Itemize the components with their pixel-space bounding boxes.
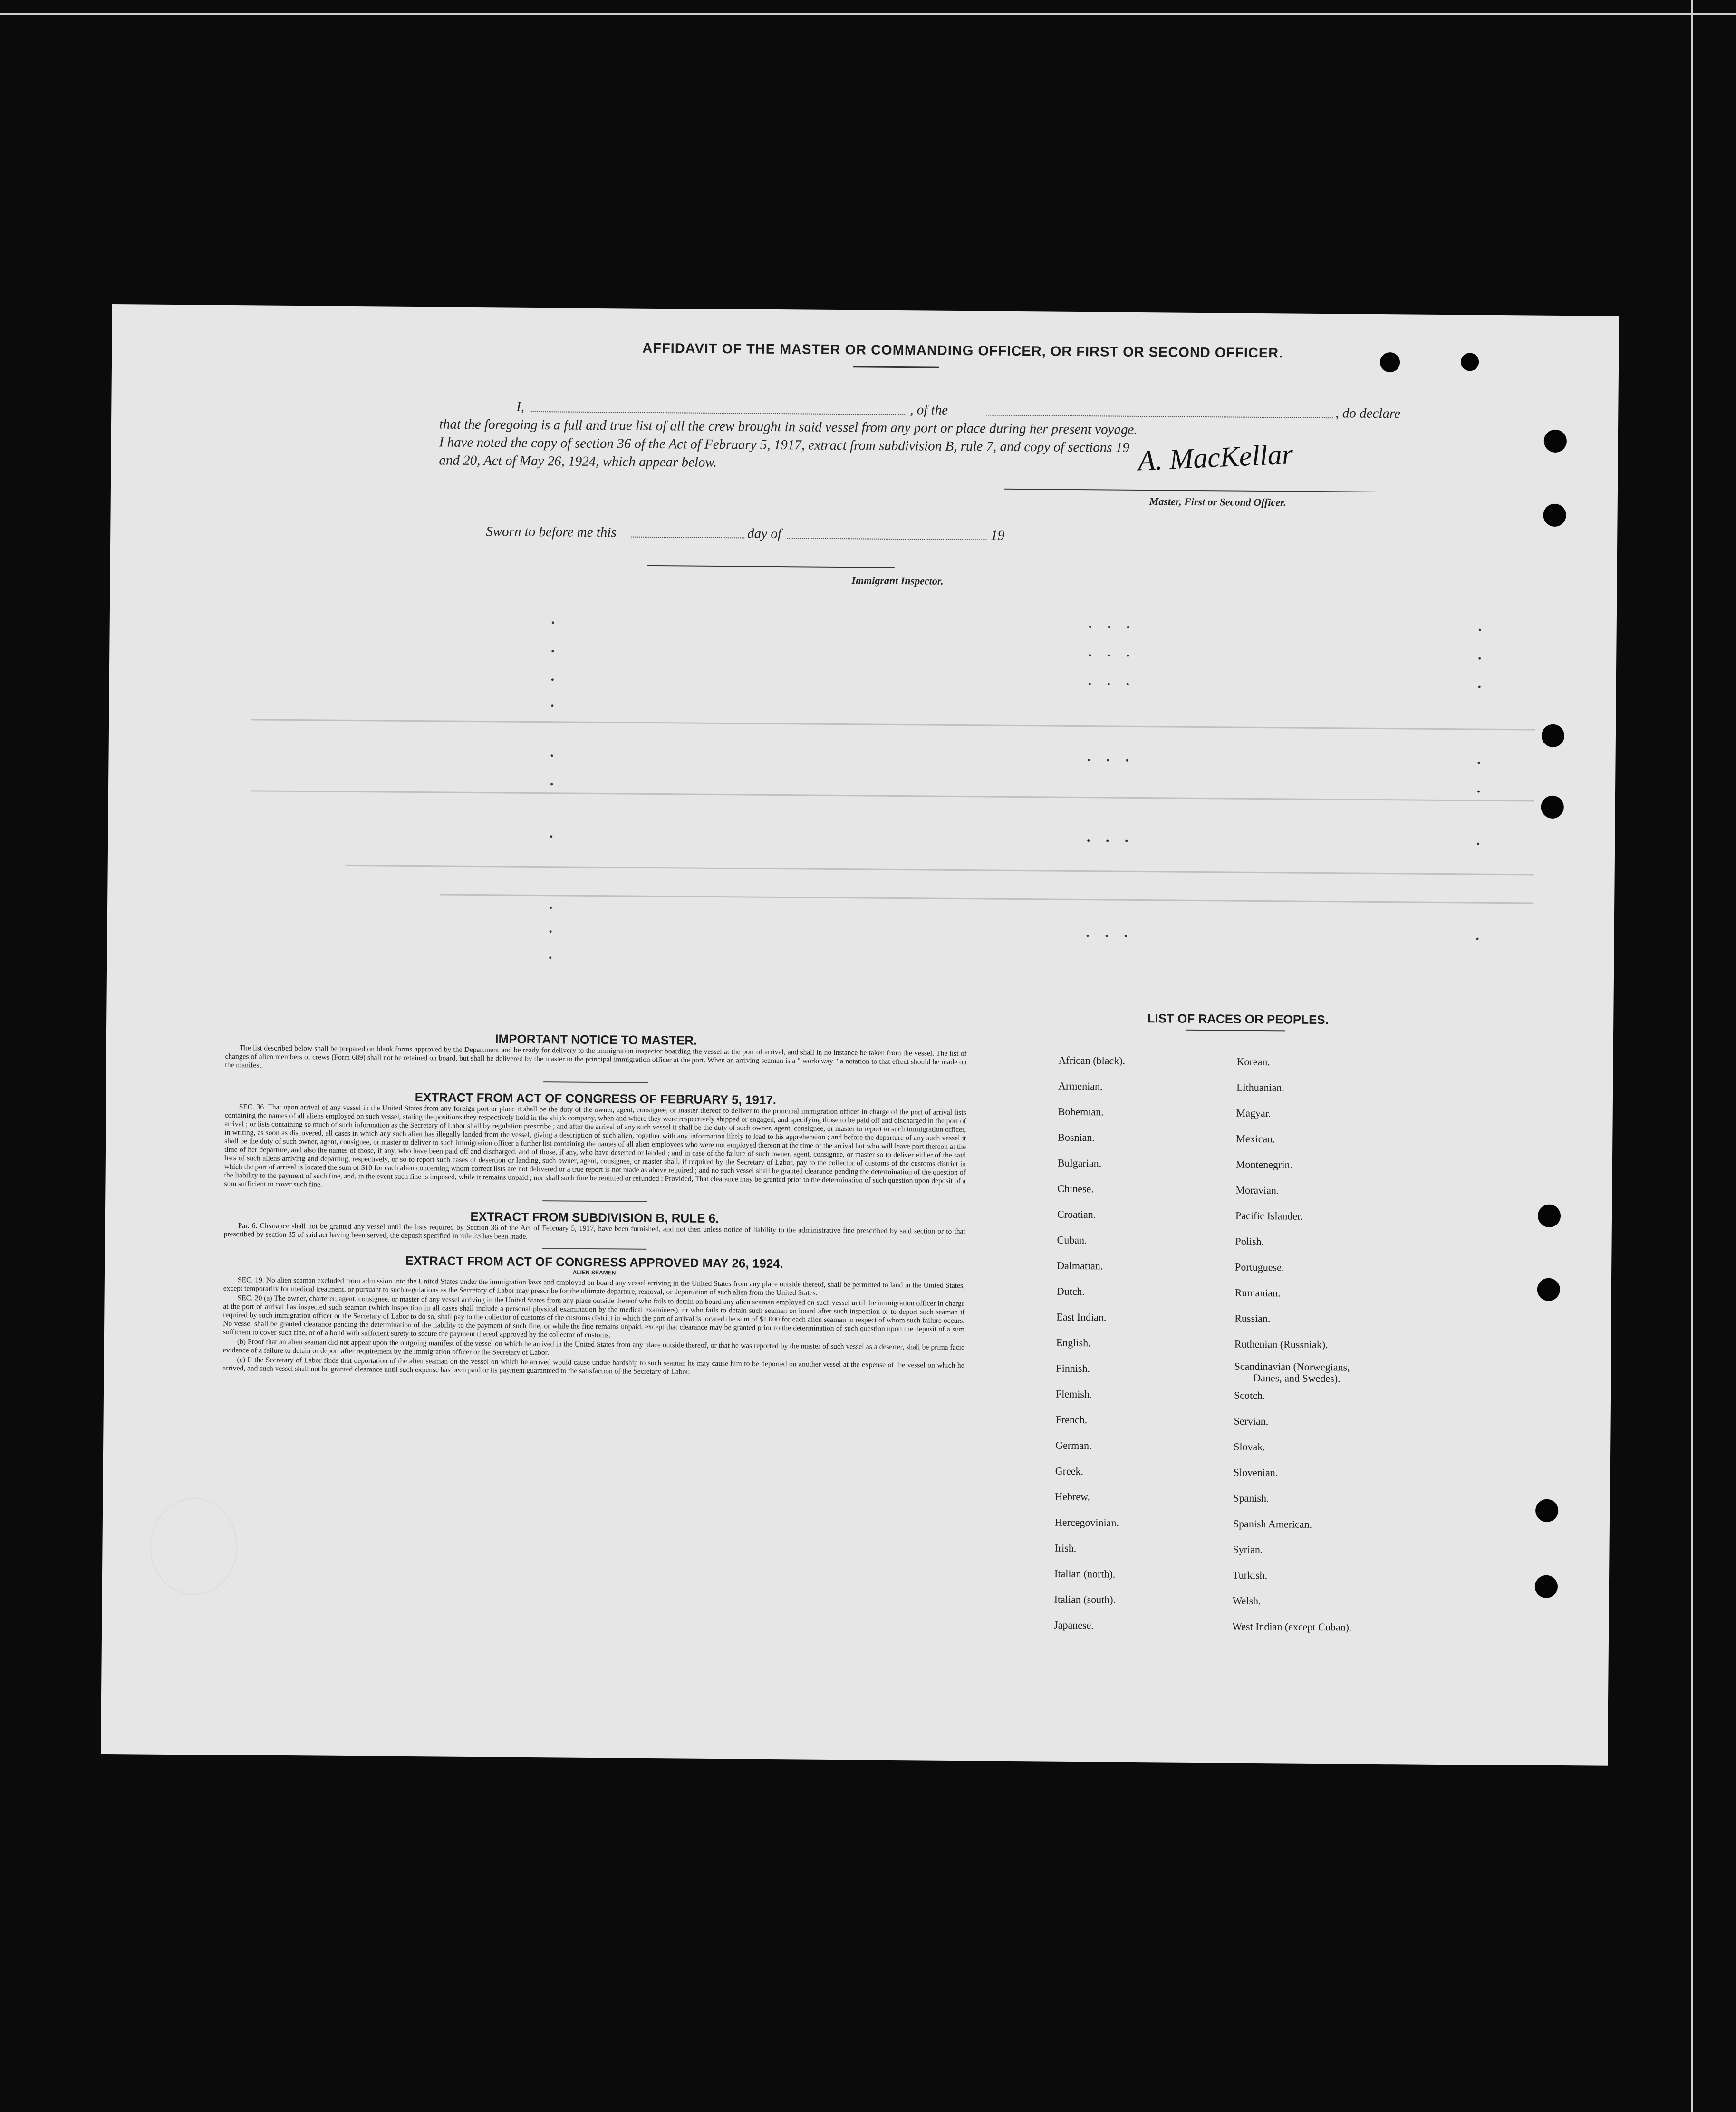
notice-column [222,1032,967,1379]
bleed-through-mark [1478,686,1481,688]
race-item: Japanese. [1054,1619,1094,1631]
race-item: Bosnian. [1058,1131,1095,1144]
bleed-through-mark [1477,762,1480,764]
race-item: Lithuanian. [1236,1081,1285,1094]
bleed-through-mark [551,704,553,707]
sworn-day-of: day of [747,526,782,542]
important-notice-title: IMPORTANT NOTICE TO MASTER. [495,1032,697,1048]
master-signature-line [1004,489,1380,492]
race-item: Syrian. [1233,1543,1263,1556]
race-item: Croatian. [1057,1208,1096,1221]
declaration-of-the: , of the [910,402,948,418]
extract-rule6-title: EXTRACT FROM SUBDIVISION B, RULE 6. [470,1209,719,1226]
race-item: Flemish. [1055,1388,1092,1400]
bleed-through-mark [1106,935,1108,937]
bleed-through-mark [1125,935,1127,937]
race-item: Ruthenian (Russniak). [1234,1338,1328,1351]
declaration-line-3: I have noted the copy of section 36 of the Act of February 5, 1917, extract from subdivision B, rule 7, and copy of sections 19 [439,434,1129,455]
punch-hole [1535,1499,1558,1522]
title-underline [853,366,939,368]
race-item: Chinese. [1057,1182,1094,1195]
bleed-through-line [251,790,1534,801]
races-title-underline [1186,1030,1285,1032]
punch-hole [1542,724,1564,747]
bleed-through-mark [1125,840,1128,842]
extract-rule6-text: Par. 6. Clearance shall not be granted any vessel until the lists required by Section 36 of the Act of February 5, 1917, have been furnished, and not then unless notice of liability to the administrative fine prescribed by said section or to that prescribed by section 35 of said act having been served, the deposit specified in rule 23 has been made. [223,1222,965,1241]
bleed-through-mark [551,678,554,681]
race-item: German. [1055,1439,1092,1452]
race-item: English. [1056,1336,1091,1349]
document-page [101,304,1619,1766]
punch-hole [1544,430,1567,453]
race-item: East Indian. [1056,1311,1107,1323]
race-item: West Indian (except Cuban). [1232,1620,1352,1633]
sworn-month-blank [787,538,987,540]
sworn-prefix: Sworn to before me this [486,524,617,540]
name-blank-line [530,411,905,415]
extract-1917-title: EXTRACT FROM ACT OF CONGRESS OF FEBRUARY 5, 1917. [415,1090,777,1108]
punch-hole [1543,504,1566,527]
extract-1924-sec20c: (c) If the Secretary of Labor finds that deportation of the alien seaman on the vessel on which he arrived would cause undue hardship to such seaman he may cause him to be deported on another vessel at the expense of the vessel on which he arrived, and such vessel shall not be granted clearance until such expense has been paid or its payment guaranteed to the satisfaction of the Secretary of Labor. [222,1356,964,1376]
bleed-through-mark [549,956,551,959]
race-item: Greek. [1055,1465,1084,1477]
bleed-through-line [440,894,1533,904]
race-item: Armenian. [1058,1080,1103,1092]
bleed-through-mark [1108,654,1110,656]
bleed-through-mark [1478,657,1481,660]
extract-1924-subtitle: ALIEN SEAMEN [572,1269,616,1276]
section-divider [542,1200,647,1202]
races-list-title: LIST OF RACES OR PEOPLES. [1147,1011,1329,1027]
bleed-through-mark [1108,683,1110,685]
bleed-through-mark [1126,759,1128,762]
race-item: Dutch. [1056,1285,1085,1298]
bleed-through-mark [550,907,552,909]
race-item: Bulgarian. [1057,1157,1102,1169]
bleed-through-mark [1108,626,1110,628]
bleed-through-mark [1477,791,1480,793]
important-notice-text: The list described below shall be prepared on blank forms approved by the Department and be ready for delivery to the immigration inspector boarding the vessel at the port of arrival, and shall in no instance be taken from the vessel. The list of changes of alien members of crews (Form 689) shall not be retained on board, but shall be delivered by the master to the principal immigration officer at the port. When an arriving seaman is a " workaway " a notation to that effect should be made on the manifest. [225,1044,967,1070]
race-item: Finnish. [1056,1362,1090,1375]
bleed-through-mark [550,930,552,933]
race-item: Danes, and Swedes). [1253,1371,1341,1385]
race-item: Spanish. [1233,1492,1269,1504]
race-item: Moravian. [1235,1184,1279,1196]
race-item: Slovenian. [1233,1466,1278,1479]
bleed-through-mark [1479,629,1481,631]
extract-1924-sec20a: SEC. 20 (a) The owner, charterer, agent, consignee, or master of any vessel arriving in the United States from any place outside thereof who fails to detain on board any alien seaman employed on such vessel until the immigration officer in charge at the port of arrival has inspected such seaman (which inspection in all cases shall include a personal physical examination by the medical examiners), or who fails to detain such seaman on board after such inspection or to deport such seaman if required by such immigration officer or the Secretary of Labor to do so, shall pay to the collector of customs of the customs district in which the port of arrival is located the sum of $1,000 for each alien seaman in respect of whom such failure occurs. No vessel shall be granted clearance pending the determination of the liability to the payment of such fine, or while the fine remains unpaid, except that clearance may be granted prior to the determination of such question upon the deposit of a sum sufficient to cover such fine, or of a bond with sufficient surety to secure the payment thereof approved by the collector of customs. [222,1294,965,1340]
race-item: Scandinavian (Norwegians, [1234,1360,1350,1373]
punch-hole [1537,1278,1560,1301]
race-item: Mexican. [1236,1132,1275,1145]
declaration-line-4: and 20, Act of May 26, 1924, which appear below. [439,453,717,470]
bleed-through-mark [550,835,552,838]
race-item: Cuban. [1057,1234,1087,1246]
bleed-through-mark [1106,839,1109,842]
bleed-through-mark [1087,935,1089,937]
bleed-through-line [251,719,1535,730]
race-item: Spanish American. [1233,1517,1312,1530]
inspector-caption: Immigrant Inspector. [851,574,944,587]
race-item: Montenegrin. [1235,1158,1293,1171]
extract-1924-title: EXTRACT FROM ACT OF CONGRESS APPROVED MAY 26, 1924. [405,1253,784,1271]
race-item: Scotch. [1234,1389,1265,1402]
punch-hole [1535,1575,1558,1598]
vessel-blank-line [986,415,1333,418]
bleed-through-mark [1107,759,1109,761]
bleed-through-mark [1127,683,1129,685]
bleed-through-mark [1127,626,1129,628]
race-item: Slovak. [1234,1440,1265,1453]
extract-1924-sec19: SEC. 19. No alien seaman excluded from admission into the United States under the immigration laws and employed on board any vessel arriving in the United States from any place outside thereof, shall be permitted to land in the United States, except temporarily for medical treatment, or pursuant to such regulations as the Secretary of Labor may prescribe for the ultimate departure, removal, or deportation of such alien from the United States. [223,1276,965,1297]
race-item: Welsh. [1232,1594,1261,1607]
race-item: Polish. [1235,1235,1264,1248]
faint-seal-stamp [150,1498,238,1595]
punch-hole [1538,1205,1561,1227]
race-item: Portuguese. [1235,1261,1284,1273]
race-item: Hercegovinian. [1054,1516,1119,1529]
race-item: Bohemian. [1058,1105,1104,1118]
race-item: Pacific Islander. [1235,1209,1303,1222]
declaration-i: I, [516,399,525,415]
extract-1917-text: SEC. 36. That upon arrival of any vessel in the United States from any foreign port or place it shall be the duty of the owner, agent, consignee, or master thereof to deliver to the principal immigration officer in charge of the port of arrival lists containing the names of all aliens employed on such vessel, stating the positions they respectively hold in the ship's company, when and where they were respectively shipped or engaged, and specifying those to be paid off and discharged in the port of arrival ; or lists containing so much of such information as the Secretary of Labor shall by regulation prescribe ; and after the arrival of any such vessel it shall be the duty of such owner, agent, consignee, or master to report to such immigration officer, in writing, as soon as discovered, all cases in which any such alien has illegally landed from the vessel, giving a description of such alien, together with any information likely to lead to his apprehension ; and before the departure of any such vessel it shall be the duty of such owner, agent, consignee, or master to deliver to such immigration officer a further list containing the names of all alien employees who were not employed thereon at the time of the arrival but who will leave port thereon at the time of her departure, and also the names of those, if any, who have been paid off and discharged, and of those, if any, who have deserted or landed ; and in case of the failure of such owner, agent, consignee, or master so to deliver either of the said lists of such aliens arriving and departing, respectively, or so to report such cases of desertion or landing, such owner, agent, consignee, or master shall, if required by the Secretary of Labor, pay to the collector of customs of the customs district in which the port of arrival is located the sum of $10 for each alien concerning whom correct lists are not delivered or a true report is not made as above required ; and no such vessel shall be granted clearance pending the determination of the question of the liability to the payment of such fine, and, in the event such fine is imposed, while it remains unpaid ; nor shall such fine be remitted or refunded : Provided, That clearance may be granted prior to the determination of such question upon deposit of a sum sufficient to cover such fine. [224,1103,966,1189]
race-item: African (black). [1058,1054,1126,1067]
bleed-through-line [346,865,1534,876]
bleed-through-mark [1089,654,1091,656]
punch-hole [1461,353,1479,371]
inspector-signature-line [647,565,895,568]
section-divider [542,1248,646,1250]
sworn-day-blank [631,537,744,539]
affidavit-title: AFFIDAVIT OF THE MASTER OR COMMANDING OFFICER, OR FIRST OR SECOND OFFICER. [642,340,1283,361]
race-item: Irish. [1054,1542,1077,1554]
extract-1924-sec20b: (b) Proof that an alien seaman did not appear upon the outgoing manifest of the vessel on which he arrived in the United States from any place outside thereof, or that he was reported by the master of such vessel as a deserter, shall be prima facie evidence of a failure to detain or deport after requirement by the immigration officer or the Secretary of Labor. [222,1338,964,1357]
bleed-through-mark [1087,839,1090,842]
declaration-line-2: that the foregoing is a full and true list of all the crew brought in said vessel from any port or place during her present voyage. [439,416,1138,437]
race-item: Servian. [1234,1415,1269,1427]
race-item: Korean. [1236,1055,1270,1068]
race-item: Italian (north). [1054,1567,1116,1580]
declaration-do-declare: , do declare [1335,405,1401,422]
bleed-through-mark [551,754,553,757]
bleed-through-mark [551,650,554,652]
bleed-through-mark [1089,626,1091,628]
bleed-through-mark [550,783,553,785]
sworn-year: 19 [991,528,1005,543]
bleed-through-mark [1476,938,1479,940]
bleed-through-mark [1089,683,1091,685]
film-frame-top-edge [0,13,1736,15]
race-item: Hebrew. [1055,1490,1090,1503]
punch-hole [1541,796,1564,819]
race-item: Dalmatian. [1057,1259,1103,1272]
race-item: French. [1055,1413,1088,1426]
bleed-through-mark [552,621,554,624]
film-frame-right-edge [1691,0,1693,2112]
race-item: Magyar. [1236,1107,1271,1119]
race-item: Turkish. [1232,1569,1268,1582]
race-item: Italian (south). [1054,1593,1116,1606]
punch-hole [1380,352,1400,372]
bleed-through-mark [1477,843,1479,845]
race-item: Rumanian. [1234,1286,1281,1299]
race-item: Russian. [1234,1312,1271,1325]
bleed-through-mark [1127,655,1129,657]
bleed-through-mark [1088,759,1090,761]
master-signature: A. MacKellar [1137,438,1294,477]
master-caption: Master, First or Second Officer. [1149,495,1286,509]
section-divider [543,1081,648,1083]
